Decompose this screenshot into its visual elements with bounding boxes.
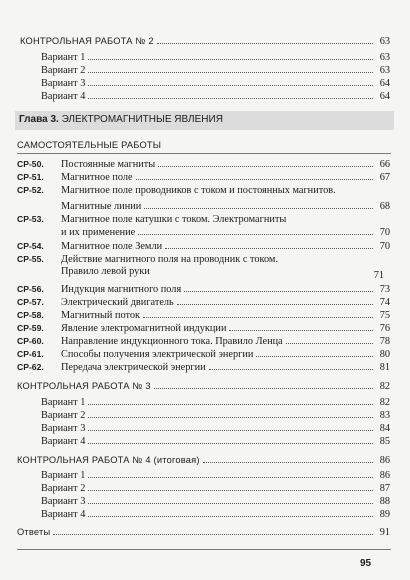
leader-dots [88,482,373,491]
toc-entry-variant[interactable] [41,482,390,495]
work-title: Постоянные магниты [61,159,156,170]
toc-entry-sr52[interactable] [17,184,336,197]
page-number: 95 [360,558,372,569]
section-divider [17,153,391,154]
leader-dots [229,322,373,331]
leader-dots [209,361,373,370]
leader-dots [256,348,373,357]
work-code: СР-62. [17,362,44,372]
leader-dots [144,200,373,209]
work-code: СР-51. [17,172,44,182]
work-code: СР-55. [17,254,44,264]
leader-dots [177,296,373,305]
leader-dots [88,77,373,86]
page-ref: 63 [379,65,390,76]
page-ref: 70 [379,227,390,238]
answers-label: Ответы [17,527,51,537]
section-title: КОНТРОЛЬНАЯ РАБОТА № 2 [20,36,154,46]
work-title-cont: Магнитные линии [61,201,142,212]
toc-entry-sr55-page[interactable] [61,270,390,279]
variant-label: Вариант 4 [41,436,86,447]
work-title: Магнитный поток [61,310,141,321]
page-ref: 64 [379,91,390,102]
leader-dots [88,508,373,517]
variant-label: Вариант 3 [41,423,86,434]
page-ref: 84 [379,423,390,434]
leader-dots [165,240,373,249]
page-ref: 86 [379,470,390,481]
page-ref: 71 [373,270,384,281]
variant-label: Вариант 3 [41,496,86,507]
toc-entry-variant[interactable] [41,409,390,422]
toc-entry-sr54[interactable] [17,240,390,253]
toc-entry-variant[interactable] [41,64,390,77]
work-title: Действие магнитного поля на проводник с током. [61,254,279,265]
work-title: Индукция магнитного поля [61,284,182,295]
variant-label: Вариант 1 [41,52,86,63]
leader-dots [88,396,373,405]
page-ref: 80 [379,349,390,360]
page-ref: 66 [379,159,390,170]
work-code: СР-53. [17,214,44,224]
chapter-prefix: Глава 3. [19,114,59,125]
page-ref: 85 [379,436,390,447]
leader-dots [88,409,373,418]
toc-entry-answers[interactable] [17,526,390,539]
variant-label: Вариант 3 [41,78,86,89]
toc-entry-variant[interactable] [41,508,390,521]
toc-entry-variant[interactable] [41,469,390,482]
toc-entry-sr52-cont[interactable] [61,200,390,213]
work-title-cont: и их применение [61,227,136,238]
leader-dots [136,171,373,180]
toc-entry-variant[interactable] [41,77,390,90]
work-code: СР-58. [17,310,44,320]
toc-entry-variant[interactable] [41,422,390,435]
leader-dots [88,422,373,431]
toc-entry-sr62[interactable] [17,361,390,374]
work-title: Магнитное поле проводников с током и постоянных магнитов. [61,185,336,196]
work-title: Магнитное поле Земли [61,241,163,252]
leader-dots [88,469,373,478]
section-title: КОНТРОЛЬНАЯ РАБОТА № 3 [17,381,151,391]
leader-dots [53,526,373,535]
toc-entry-variant[interactable] [41,51,390,64]
page-ref: 63 [379,36,390,47]
page-ref: 76 [379,323,390,334]
page-ref: 82 [379,397,390,408]
toc-entry-sr56[interactable] [17,283,390,296]
leader-dots [88,51,373,60]
footer-divider [17,549,391,550]
page-ref: 78 [379,336,390,347]
page-ref: 81 [379,362,390,373]
toc-entry-sr50[interactable] [17,158,390,171]
variant-label: Вариант 2 [41,410,86,421]
variant-label: Вариант 2 [41,65,86,76]
page-ref: 64 [379,78,390,89]
page-ref: 88 [379,496,390,507]
work-code: СР-54. [17,241,44,251]
page-ref: 73 [379,284,390,295]
chapter-title[interactable] [19,114,223,125]
toc-entry-variant[interactable] [41,396,390,409]
work-title: Магнитное поле [61,172,133,183]
work-code: СР-61. [17,349,44,359]
page-ref: 63 [379,52,390,63]
work-title: Способы получения электрической энергии [61,349,254,360]
toc-entry-sr51[interactable] [17,171,390,184]
leader-dots [286,335,373,344]
leader-dots [88,495,373,504]
toc-entry-test2[interactable] [20,35,390,48]
page-ref: 91 [379,527,390,538]
page-ref: 82 [379,381,390,392]
work-code: СР-50. [17,159,44,169]
section-title: КОНТРОЛЬНАЯ РАБОТА № 4 (итоговая) [17,455,200,465]
toc-entry-sr55-pageref [370,270,384,282]
page-ref: 87 [379,483,390,494]
leader-dots [158,158,373,167]
leader-dots [154,380,373,389]
page-ref: 67 [379,172,390,183]
toc-entry-sr57[interactable] [17,296,390,309]
toc-entry-sr61[interactable] [17,348,390,361]
toc-entry-sr58[interactable] [17,309,390,322]
leader-dots [88,64,373,73]
work-title: Передача электрической энергии [61,362,206,373]
independent-works-heading [17,139,161,151]
work-title-cont: Правило левой руки [61,266,150,277]
page-ref: 70 [379,241,390,252]
leader-dots [143,309,373,318]
toc-entry-sr60[interactable] [17,335,390,348]
work-code: СР-56. [17,284,44,294]
work-code: СР-59. [17,323,44,333]
work-title: Направление индукционного тока. Правило Ленца [61,336,283,347]
toc-entry-sr53[interactable] [17,213,286,226]
toc-entry-variant[interactable] [41,495,390,508]
page-ref: 86 [379,455,390,466]
toc-entry-variant[interactable] [41,90,390,103]
leader-dots [157,35,373,44]
work-code: СР-52. [17,185,44,195]
work-code: СР-60. [17,336,44,346]
variant-label: Вариант 1 [41,397,86,408]
toc-entry-sr55[interactable] [17,253,278,266]
toc-entry-sr53-cont[interactable] [61,226,390,239]
toc-entry-test4[interactable] [17,454,390,467]
page-ref: 75 [379,310,390,321]
work-title: Явление электромагнитной индукции [61,323,227,334]
variant-label: Вариант 2 [41,483,86,494]
leader-dots [138,226,373,235]
page-ref: 68 [379,201,390,212]
section-title: САМОСТОЯТЕЛЬНЫЕ РАБОТЫ [17,140,162,150]
page-ref: 74 [379,297,390,308]
toc-entry-sr59[interactable] [17,322,390,335]
leader-dots [88,435,373,444]
leader-dots [88,90,373,99]
chapter-name: ЭЛЕКТРОМАГНИТНЫЕ ЯВЛЕНИЯ [61,114,223,125]
page-ref: 83 [379,410,390,421]
work-title: Магнитное поле катушки с током. Электромагниты [61,214,287,225]
variant-label: Вариант 4 [41,509,86,520]
variant-label: Вариант 1 [41,470,86,481]
leader-dots [184,283,373,292]
page-ref: 89 [379,509,390,520]
leader-dots [203,454,373,463]
work-code: СР-57. [17,297,44,307]
work-title: Электрический двигатель [61,297,174,308]
variant-label: Вариант 4 [41,91,86,102]
toc-entry-test3[interactable] [17,380,390,393]
toc-entry-variant[interactable] [41,435,390,448]
